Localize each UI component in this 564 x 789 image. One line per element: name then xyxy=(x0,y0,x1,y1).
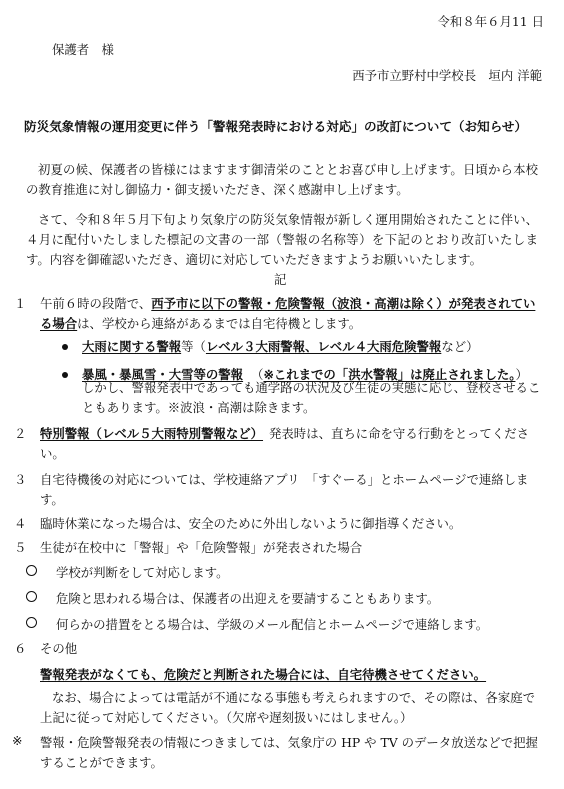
ki-heading: 記 xyxy=(274,272,287,287)
bullet-icon xyxy=(62,344,68,350)
item-6-label: その他 xyxy=(40,641,78,656)
circle-icon xyxy=(26,565,37,576)
heavy-rain-tail: など） xyxy=(441,339,479,354)
circle-icon xyxy=(26,617,37,628)
item-4-number: ４ xyxy=(14,516,27,531)
storm-close: ） xyxy=(515,367,528,382)
footer-text: 警報・危険警報発表の情報につきましては、気象庁の HP や TV のデータ放送などで把握することができます。 xyxy=(40,735,538,770)
item-2-rest: 発表時は、直ちに命を守る行動をとってください。 xyxy=(40,426,529,461)
item-3-text: 自宅待機後の対応については、学校連絡アプリ 「すぐーる」とホームページで連絡します。 xyxy=(40,472,529,507)
item-5-sub-2: 危険と思われる場合は、保護者の出迎えを要請することもあります。 xyxy=(56,591,440,606)
item-4-text: 臨時休業になった場合は、安全のために外出しないように御指導ください。 xyxy=(40,516,462,531)
item-5-sub-1: 学校が判断をして対応します。 xyxy=(56,565,229,580)
heavy-rain-warning: 大雨に関する警報 xyxy=(82,339,182,354)
item-1-condition: 西予市に以下の警報・危険警報（波浪・高潮は除く）が発表されている場合 xyxy=(40,296,536,331)
sender-line: 西予市立野村中学校長 垣内 洋範 xyxy=(352,68,542,83)
document-title: 防災気象情報の運用変更に伴う「警報発表時における対応」の改訂について（お知らせ） xyxy=(24,119,528,134)
bullet-heavy-rain xyxy=(82,337,479,355)
item-2-text xyxy=(40,424,540,464)
intro-paragraph-1: 初夏の候、保護者の皆様にはますます御清栄のこととお喜び申し上げます。日頃から本校の教育推進に対し御協力・御支援いただき、深く感謝申し上げます。 xyxy=(26,162,538,197)
item-3-number: ３ xyxy=(14,472,27,487)
bullet-icon xyxy=(62,372,68,378)
flood-warning-abolished: ※これまでの「洪水警報」は廃止されました。 xyxy=(263,367,516,382)
recipient-line: 保護者 様 xyxy=(52,42,114,57)
item-5-text: 生徒が在校中に「警報」や「危険警報」が発表された場合 xyxy=(40,540,363,555)
storm-gap: （ xyxy=(251,367,264,382)
item-1-rest: は、学校から連絡があるまでは自宅待機とします。 xyxy=(77,316,362,331)
special-warning: 特別警報（レベル５大雨特別警報など） xyxy=(40,426,264,441)
heavy-rain-mid: 等（ xyxy=(181,339,206,354)
item-6-number: ６ xyxy=(14,641,27,656)
item-6-note: なお、場合によっては電話が不通になる事態も考えられますので、その際は、各家庭で上記に従って対応してください。（欠席や遅刻扱いにはしません。） xyxy=(40,690,535,725)
item-5-number: ５ xyxy=(14,540,27,555)
item-1-text xyxy=(40,294,540,334)
item-6-stay-home-notice: 警報発表がなくても、危険だと判断された場合には、自宅待機させてください。 xyxy=(40,667,487,682)
item-1-note: しかし、警報発表中であっても通学路の状況及び生徒の実態に応じ、登校させることもあります。※波浪・高潮は除きます。 xyxy=(82,380,541,415)
circle-icon xyxy=(26,591,37,602)
item-1-lead: 午前６時の段階で、 xyxy=(40,296,152,311)
heavy-rain-levels: レベル３大雨警報、レベル４大雨危険警報 xyxy=(205,339,442,354)
storm-warning: 暴風・暴風雪・大雪等の警報 xyxy=(82,367,244,382)
item-1-number: １ xyxy=(14,296,27,311)
document-date: 令和８年６月11 日 xyxy=(437,14,544,29)
footer-mark: ※ xyxy=(12,733,23,748)
intro-paragraph-2: さて、令和８年５月下旬より気象庁の防災気象情報が新しく運用開始されたことに伴い、４月に配付いたしました標記の文書の一部（警報の名称等）を下記のとおり改訂いたします。内容を御確認いただき、適切に対応していただきますようお願いいたします。 xyxy=(26,212,538,267)
item-5-sub-3: 何らかの措置をとる場合は、学級のメール配信とホームページで連絡します。 xyxy=(56,617,489,632)
item-2-number: ２ xyxy=(14,426,27,441)
